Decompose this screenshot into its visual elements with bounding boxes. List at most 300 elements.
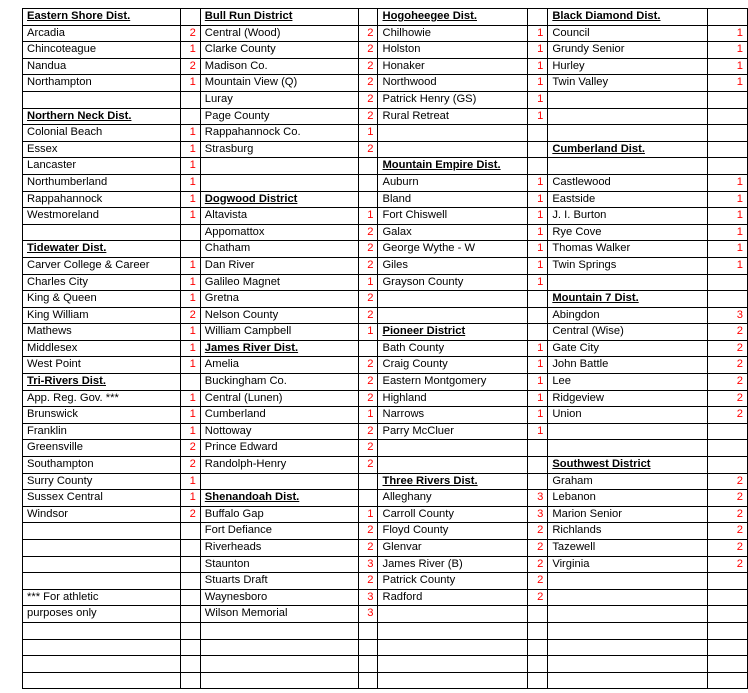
- school-name-cell: Brunswick: [23, 407, 181, 424]
- count-cell: 2: [358, 75, 378, 92]
- count-cell: 1: [708, 25, 748, 42]
- count-cell: 1: [358, 506, 378, 523]
- school-name-cell: Central (Wise): [548, 324, 708, 341]
- school-name-cell: [548, 589, 708, 606]
- count-cell: [358, 158, 378, 175]
- school-name-cell: [23, 672, 181, 689]
- count-cell: 2: [528, 523, 548, 540]
- school-name-cell: Rural Retreat: [378, 108, 528, 125]
- count-cell: 2: [708, 490, 748, 507]
- school-name-cell: [200, 174, 358, 191]
- school-name-cell: [378, 141, 528, 158]
- school-name-cell: Highland: [378, 390, 528, 407]
- table-row: [23, 390, 748, 407]
- school-name-cell: Hurley: [548, 58, 708, 75]
- school-name-cell: Glenvar: [378, 540, 528, 557]
- count-cell: 1: [528, 208, 548, 225]
- count-cell: 3: [358, 589, 378, 606]
- table-row: [23, 324, 748, 341]
- table-row: [23, 191, 748, 208]
- count-cell: 1: [180, 75, 200, 92]
- school-name-cell: Chincoteague: [23, 42, 181, 59]
- table-row: [23, 423, 748, 440]
- school-name-cell: Northumberland: [23, 174, 181, 191]
- count-cell: 2: [358, 241, 378, 258]
- count-cell: [528, 158, 548, 175]
- district-header: Southwest District: [548, 457, 708, 474]
- school-name-cell: Patrick County: [378, 573, 528, 590]
- count-cell: 1: [528, 340, 548, 357]
- count-cell: [708, 639, 748, 656]
- count-cell: 2: [358, 540, 378, 557]
- school-name-cell: Eastside: [548, 191, 708, 208]
- count-cell: [708, 589, 748, 606]
- school-name-cell: Northwood: [378, 75, 528, 92]
- count-cell: 2: [528, 556, 548, 573]
- count-cell: [528, 307, 548, 324]
- count-cell: [708, 672, 748, 689]
- school-name-cell: Buffalo Gap: [200, 506, 358, 523]
- school-name-cell: James River (B): [378, 556, 528, 573]
- school-name-cell: King & Queen: [23, 291, 181, 308]
- table-row: [23, 9, 748, 26]
- count-cell: [528, 291, 548, 308]
- count-cell: 3: [708, 307, 748, 324]
- school-name-cell: Tazewell: [548, 540, 708, 557]
- district-header: Tidewater Dist.: [23, 241, 181, 258]
- school-name-cell: Appomattox: [200, 224, 358, 241]
- count-cell: [528, 141, 548, 158]
- district-header: Northern Neck Dist.: [23, 108, 181, 125]
- school-name-cell: [548, 158, 708, 175]
- count-cell: 1: [180, 407, 200, 424]
- count-cell: 1: [708, 191, 748, 208]
- count-cell: 2: [358, 457, 378, 474]
- count-cell: 3: [528, 490, 548, 507]
- school-name-cell: Staunton: [200, 556, 358, 573]
- count-cell: [180, 108, 200, 125]
- count-cell: 1: [528, 257, 548, 274]
- count-cell: [528, 672, 548, 689]
- school-name-cell: Parry McCluer: [378, 423, 528, 440]
- table-row: [23, 473, 748, 490]
- school-name-cell: [378, 606, 528, 623]
- count-cell: [180, 672, 200, 689]
- school-name-cell: Rappahannock Co.: [200, 125, 358, 142]
- school-name-cell: Grundy Senior: [548, 42, 708, 59]
- count-cell: 1: [180, 490, 200, 507]
- count-cell: 1: [528, 274, 548, 291]
- school-name-cell: [378, 672, 528, 689]
- school-name-cell: Carver College & Career: [23, 257, 181, 274]
- table-row: [23, 224, 748, 241]
- count-cell: 1: [180, 340, 200, 357]
- school-name-cell: Thomas Walker: [548, 241, 708, 258]
- school-name-cell: Honaker: [378, 58, 528, 75]
- count-cell: 1: [708, 241, 748, 258]
- count-cell: 1: [708, 257, 748, 274]
- school-name-cell: Craig County: [378, 357, 528, 374]
- school-name-cell: Radford: [378, 589, 528, 606]
- school-name-cell: Fort Chiswell: [378, 208, 528, 225]
- count-cell: [528, 606, 548, 623]
- school-name-cell: Randolph-Henry: [200, 457, 358, 474]
- count-cell: 1: [528, 25, 548, 42]
- count-cell: 2: [708, 374, 748, 391]
- count-cell: 1: [358, 208, 378, 225]
- school-name-cell: [548, 125, 708, 142]
- school-name-cell: Gretna: [200, 291, 358, 308]
- school-name-cell: [548, 423, 708, 440]
- school-name-cell: Floyd County: [378, 523, 528, 540]
- count-cell: [180, 556, 200, 573]
- school-name-cell: Windsor: [23, 506, 181, 523]
- count-cell: [358, 656, 378, 673]
- school-name-cell: Grayson County: [378, 274, 528, 291]
- count-cell: 1: [180, 390, 200, 407]
- school-name-cell: [200, 639, 358, 656]
- count-cell: 1: [180, 158, 200, 175]
- count-cell: 1: [180, 291, 200, 308]
- count-cell: 1: [180, 141, 200, 158]
- district-header: Three Rivers Dist.: [378, 473, 528, 490]
- count-cell: [708, 141, 748, 158]
- count-cell: [528, 9, 548, 26]
- count-cell: 2: [180, 457, 200, 474]
- count-cell: [708, 291, 748, 308]
- school-name-cell: [23, 573, 181, 590]
- count-cell: [708, 158, 748, 175]
- count-cell: [180, 656, 200, 673]
- district-header: Dogwood District: [200, 191, 358, 208]
- school-name-cell: Greensville: [23, 440, 181, 457]
- school-name-cell: Auburn: [378, 174, 528, 191]
- school-name-cell: Central (Lunen): [200, 390, 358, 407]
- school-name-cell: J. I. Burton: [548, 208, 708, 225]
- school-name-cell: [23, 622, 181, 639]
- count-cell: 2: [528, 589, 548, 606]
- count-cell: [358, 639, 378, 656]
- school-name-cell: Galileo Magnet: [200, 274, 358, 291]
- school-name-cell: Twin Springs: [548, 257, 708, 274]
- count-cell: 1: [528, 390, 548, 407]
- table-row: [23, 523, 748, 540]
- district-header: Bull Run District: [200, 9, 358, 26]
- count-cell: 2: [358, 573, 378, 590]
- count-cell: 1: [528, 357, 548, 374]
- table-row: [23, 656, 748, 673]
- count-cell: 2: [708, 324, 748, 341]
- count-cell: 3: [528, 506, 548, 523]
- table-body: [23, 9, 748, 689]
- school-name-cell: Middlesex: [23, 340, 181, 357]
- count-cell: [708, 9, 748, 26]
- school-name-cell: Council: [548, 25, 708, 42]
- school-name-cell: Prince Edward: [200, 440, 358, 457]
- district-header: Cumberland Dist.: [548, 141, 708, 158]
- table-row: [23, 241, 748, 258]
- school-name-cell: [378, 307, 528, 324]
- count-cell: 1: [528, 91, 548, 108]
- count-cell: 1: [708, 174, 748, 191]
- table-row: [23, 307, 748, 324]
- school-name-cell: Narrows: [378, 407, 528, 424]
- school-name-cell: Galax: [378, 224, 528, 241]
- table-row: [23, 374, 748, 391]
- school-name-cell: Abingdon: [548, 307, 708, 324]
- count-cell: 2: [180, 440, 200, 457]
- count-cell: [708, 108, 748, 125]
- count-cell: [180, 91, 200, 108]
- table-row: [23, 672, 748, 689]
- table-row: [23, 58, 748, 75]
- count-cell: 1: [528, 191, 548, 208]
- district-header: James River Dist.: [200, 340, 358, 357]
- school-name-cell: Chilhowie: [378, 25, 528, 42]
- school-name-cell: Virginia: [548, 556, 708, 573]
- count-cell: 2: [358, 423, 378, 440]
- count-cell: 1: [708, 208, 748, 225]
- school-name-cell: Southampton: [23, 457, 181, 474]
- count-cell: [358, 340, 378, 357]
- count-cell: 2: [708, 556, 748, 573]
- school-name-cell: [378, 656, 528, 673]
- school-name-cell: Riverheads: [200, 540, 358, 557]
- school-name-cell: Lancaster: [23, 158, 181, 175]
- count-cell: 2: [528, 540, 548, 557]
- school-name-cell: Lee: [548, 374, 708, 391]
- table-row: [23, 622, 748, 639]
- count-cell: [358, 473, 378, 490]
- count-cell: [708, 656, 748, 673]
- count-cell: 1: [708, 224, 748, 241]
- count-cell: 2: [180, 25, 200, 42]
- count-cell: [708, 606, 748, 623]
- school-name-cell: Westmoreland: [23, 208, 181, 225]
- school-name-cell: Madison Co.: [200, 58, 358, 75]
- count-cell: [528, 473, 548, 490]
- count-cell: 1: [528, 407, 548, 424]
- school-name-cell: Central (Wood): [200, 25, 358, 42]
- school-name-cell: Fort Defiance: [200, 523, 358, 540]
- count-cell: [528, 622, 548, 639]
- count-cell: 1: [180, 42, 200, 59]
- district-header: Pioneer District: [378, 324, 528, 341]
- school-name-cell: Twin Valley: [548, 75, 708, 92]
- school-name-cell: Surry County: [23, 473, 181, 490]
- school-name-cell: [548, 606, 708, 623]
- school-name-cell: Cumberland: [200, 407, 358, 424]
- count-cell: [528, 639, 548, 656]
- district-header: Black Diamond Dist.: [548, 9, 708, 26]
- school-name-cell: Marion Senior: [548, 506, 708, 523]
- count-cell: 2: [358, 257, 378, 274]
- table-row: [23, 589, 748, 606]
- count-cell: 1: [358, 407, 378, 424]
- count-cell: 1: [528, 75, 548, 92]
- table-row: [23, 457, 748, 474]
- school-name-cell: Holston: [378, 42, 528, 59]
- school-name-cell: Bath County: [378, 340, 528, 357]
- count-cell: 2: [358, 357, 378, 374]
- school-name-cell: Amelia: [200, 357, 358, 374]
- count-cell: 2: [358, 25, 378, 42]
- count-cell: 2: [708, 473, 748, 490]
- table-row: [23, 174, 748, 191]
- school-name-cell: *** For athletic: [23, 589, 181, 606]
- count-cell: [528, 324, 548, 341]
- count-cell: [180, 224, 200, 241]
- count-cell: 1: [708, 75, 748, 92]
- school-name-cell: Stuarts Draft: [200, 573, 358, 590]
- count-cell: [528, 457, 548, 474]
- school-name-cell: [548, 440, 708, 457]
- school-name-cell: [23, 639, 181, 656]
- table-row: [23, 291, 748, 308]
- table-row: [23, 108, 748, 125]
- table-row: [23, 573, 748, 590]
- district-header: Mountain Empire Dist.: [378, 158, 528, 175]
- count-cell: 1: [180, 324, 200, 341]
- school-name-cell: Strasburg: [200, 141, 358, 158]
- school-name-cell: Luray: [200, 91, 358, 108]
- count-cell: 2: [358, 440, 378, 457]
- count-cell: 2: [708, 407, 748, 424]
- school-name-cell: [23, 656, 181, 673]
- count-cell: 2: [358, 141, 378, 158]
- count-cell: 1: [528, 224, 548, 241]
- school-name-cell: Nottoway: [200, 423, 358, 440]
- school-name-cell: Union: [548, 407, 708, 424]
- school-name-cell: Rye Cove: [548, 224, 708, 241]
- count-cell: 1: [528, 174, 548, 191]
- school-name-cell: [548, 622, 708, 639]
- school-name-cell: Clarke County: [200, 42, 358, 59]
- count-cell: [708, 274, 748, 291]
- count-cell: [358, 622, 378, 639]
- school-name-cell: Giles: [378, 257, 528, 274]
- table-row: [23, 606, 748, 623]
- count-cell: 2: [708, 540, 748, 557]
- district-table: [22, 8, 748, 689]
- table-row: [23, 440, 748, 457]
- table-row: [23, 639, 748, 656]
- count-cell: [708, 91, 748, 108]
- count-cell: [180, 9, 200, 26]
- school-name-cell: [548, 108, 708, 125]
- count-cell: [180, 606, 200, 623]
- district-header: Mountain 7 Dist.: [548, 291, 708, 308]
- school-name-cell: Nandua: [23, 58, 181, 75]
- count-cell: 1: [180, 125, 200, 142]
- count-cell: 1: [180, 174, 200, 191]
- count-cell: [180, 523, 200, 540]
- school-name-cell: John Battle: [548, 357, 708, 374]
- school-name-cell: Carroll County: [378, 506, 528, 523]
- count-cell: [180, 374, 200, 391]
- school-name-cell: Franklin: [23, 423, 181, 440]
- school-name-cell: Gate City: [548, 340, 708, 357]
- school-name-cell: Buckingham Co.: [200, 374, 358, 391]
- table-row: [23, 91, 748, 108]
- count-cell: [708, 423, 748, 440]
- table-row: [23, 540, 748, 557]
- school-name-cell: Bland: [378, 191, 528, 208]
- school-name-cell: [548, 672, 708, 689]
- school-name-cell: [378, 457, 528, 474]
- table-row: [23, 407, 748, 424]
- table-row: [23, 208, 748, 225]
- school-name-cell: [23, 540, 181, 557]
- school-name-cell: [378, 291, 528, 308]
- school-name-cell: [378, 622, 528, 639]
- count-cell: [180, 622, 200, 639]
- school-name-cell: Waynesboro: [200, 589, 358, 606]
- school-name-cell: West Point: [23, 357, 181, 374]
- school-name-cell: [23, 556, 181, 573]
- school-name-cell: [200, 158, 358, 175]
- count-cell: 1: [528, 374, 548, 391]
- count-cell: [528, 440, 548, 457]
- count-cell: 2: [358, 224, 378, 241]
- table-row: [23, 257, 748, 274]
- school-name-cell: Arcadia: [23, 25, 181, 42]
- school-name-cell: Sussex Central: [23, 490, 181, 507]
- count-cell: [358, 191, 378, 208]
- count-cell: [180, 241, 200, 258]
- school-name-cell: Rappahannock: [23, 191, 181, 208]
- count-cell: 3: [358, 606, 378, 623]
- school-name-cell: George Wythe - W: [378, 241, 528, 258]
- school-name-cell: Lebanon: [548, 490, 708, 507]
- count-cell: 1: [180, 191, 200, 208]
- count-cell: [180, 639, 200, 656]
- table-row: [23, 556, 748, 573]
- district-header: Tri-Rivers Dist.: [23, 374, 181, 391]
- school-name-cell: App. Reg. Gov. ***: [23, 390, 181, 407]
- school-name-cell: [548, 274, 708, 291]
- school-name-cell: Richlands: [548, 523, 708, 540]
- school-name-cell: Mountain View (Q): [200, 75, 358, 92]
- count-cell: 1: [180, 357, 200, 374]
- count-cell: [708, 622, 748, 639]
- district-header: Shenandoah Dist.: [200, 490, 358, 507]
- school-name-cell: [200, 656, 358, 673]
- count-cell: 2: [358, 307, 378, 324]
- count-cell: 2: [708, 390, 748, 407]
- table-row: [23, 42, 748, 59]
- count-cell: 3: [358, 556, 378, 573]
- count-cell: [528, 656, 548, 673]
- school-name-cell: Alleghany: [378, 490, 528, 507]
- school-name-cell: Charles City: [23, 274, 181, 291]
- count-cell: 2: [528, 573, 548, 590]
- school-name-cell: [548, 639, 708, 656]
- school-name-cell: [378, 440, 528, 457]
- count-cell: [708, 125, 748, 142]
- district-header: Eastern Shore Dist.: [23, 9, 181, 26]
- table-row: [23, 158, 748, 175]
- school-name-cell: [200, 622, 358, 639]
- school-name-cell: [548, 573, 708, 590]
- count-cell: [180, 540, 200, 557]
- count-cell: 1: [180, 473, 200, 490]
- school-name-cell: [200, 473, 358, 490]
- school-name-cell: Ridgeview: [548, 390, 708, 407]
- count-cell: [708, 573, 748, 590]
- count-cell: [180, 589, 200, 606]
- school-name-cell: Page County: [200, 108, 358, 125]
